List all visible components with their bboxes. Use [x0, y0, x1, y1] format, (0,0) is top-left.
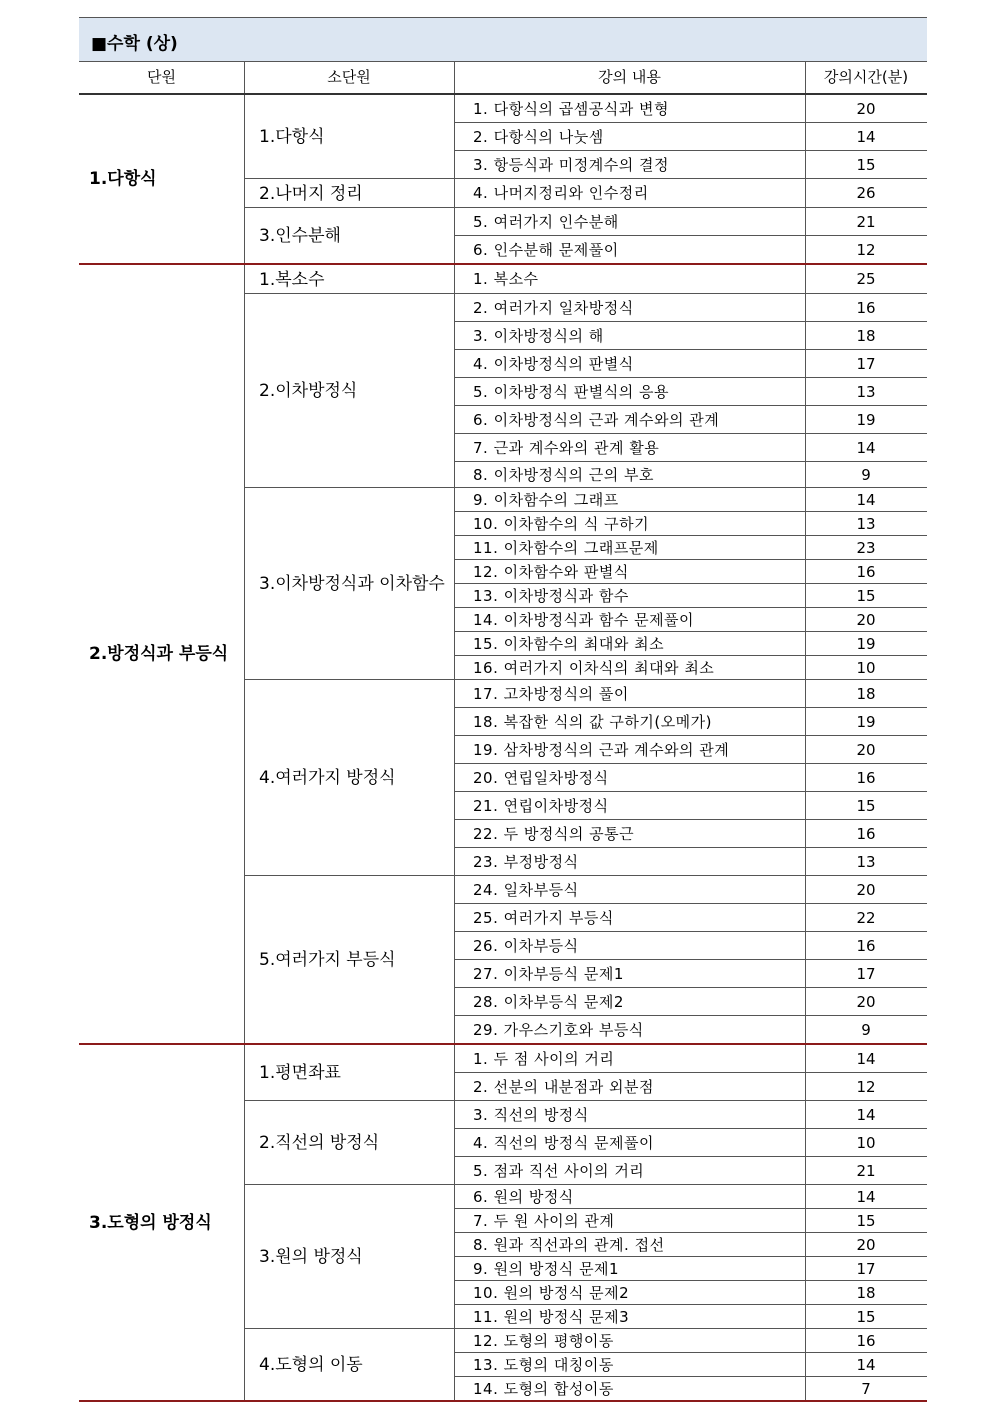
lecture-minutes-text: 12 [856, 1077, 876, 1096]
lecture-title-text: 1. 두 점 사이의 거리 [473, 1049, 615, 1068]
lecture-title [454, 123, 805, 151]
lecture-minutes-text: 17 [856, 354, 876, 373]
lecture-title [454, 1305, 805, 1329]
lecture-title-text: 12. 이차함수와 판별식 [473, 562, 629, 581]
subunit-name [244, 1185, 454, 1329]
subunit-name [244, 294, 454, 488]
lecture-minutes-text: 14 [856, 127, 876, 146]
lecture-title [454, 1209, 805, 1233]
lecture-minutes-text: 10 [856, 1133, 876, 1152]
subunit-name-text: 5.여러가지 부등식 [259, 950, 396, 970]
header-col-rule [244, 62, 245, 93]
unit-name [79, 95, 244, 264]
lecture-title [454, 680, 805, 708]
header-subunit-text: 소단원 [327, 68, 371, 86]
lecture-title [454, 792, 805, 820]
subunit-name [244, 1329, 454, 1401]
lecture-title [454, 848, 805, 876]
lecture-minutes-text: 13 [856, 514, 876, 533]
table-bottom-rule [79, 1400, 927, 1402]
lecture-minutes-text: 20 [856, 1235, 876, 1254]
lecture-title [454, 95, 805, 123]
lecture-title-text: 7. 근과 계수와의 관계 활용 [473, 438, 660, 457]
lecture-title [454, 208, 805, 236]
lecture-minutes [805, 378, 927, 406]
lecture-minutes-text: 22 [856, 908, 876, 927]
lecture-minutes [805, 512, 927, 536]
subunit-name-text: 2.나머지 정리 [259, 183, 363, 204]
lecture-minutes-text: 18 [856, 1283, 876, 1302]
header-top-rule [79, 61, 927, 62]
lecture-title [454, 1353, 805, 1377]
lecture-title-text: 6. 인수분해 문제풀이 [473, 240, 619, 259]
lecture-title [454, 820, 805, 848]
lecture-minutes [805, 632, 927, 656]
lecture-minutes [805, 1185, 927, 1209]
subunit-name [244, 1101, 454, 1185]
lecture-title [454, 1045, 805, 1073]
lecture-minutes [805, 322, 927, 350]
lecture-minutes [805, 1016, 927, 1044]
lecture-title [454, 1233, 805, 1257]
lecture-minutes [805, 294, 927, 322]
col-rule [805, 1045, 806, 1401]
lecture-minutes-text: 7 [861, 1379, 871, 1398]
col-rule [244, 95, 245, 264]
lecture-minutes-text: 20 [856, 610, 876, 629]
lecture-minutes [805, 1353, 927, 1377]
lecture-title-text: 17. 고차방정식의 풀이 [473, 684, 629, 703]
lecture-minutes [805, 406, 927, 434]
lecture-title-text: 16. 여러가지 이차식의 최대와 최소 [473, 658, 715, 677]
lecture-title [454, 1016, 805, 1044]
lecture-minutes-text: 19 [856, 634, 876, 653]
lecture-minutes [805, 1101, 927, 1129]
lecture-minutes-text: 23 [856, 538, 876, 557]
unit-name-text: 2.방정식과 부등식 [89, 644, 229, 664]
lecture-title-text: 14. 도형의 합성이동 [473, 1379, 614, 1398]
lecture-minutes [805, 792, 927, 820]
lecture-minutes [805, 462, 927, 488]
lecture-minutes [805, 265, 927, 294]
lecture-title [454, 656, 805, 680]
lecture-minutes-text: 20 [856, 992, 876, 1011]
lecture-minutes-text: 9 [861, 1020, 871, 1039]
subunit-name-text: 1.평면좌표 [259, 1063, 341, 1083]
lecture-title [454, 1377, 805, 1401]
unit-name [79, 1045, 244, 1401]
lecture-title [454, 960, 805, 988]
lecture-minutes [805, 1257, 927, 1281]
lecture-title-text: 7. 두 원 사이의 관계 [473, 1211, 615, 1230]
lecture-title [454, 608, 805, 632]
lecture-minutes-text: 13 [856, 382, 876, 401]
lecture-title-text: 4. 나머지정리와 인수정리 [473, 184, 649, 202]
lecture-minutes [805, 1045, 927, 1073]
col-rule [454, 1045, 455, 1401]
subunit-name-text: 3.인수분해 [259, 226, 341, 246]
col-rule [454, 95, 455, 264]
lecture-title [454, 512, 805, 536]
lecture-minutes [805, 932, 927, 960]
lecture-title [454, 265, 805, 294]
lecture-title [454, 378, 805, 406]
lecture-title-text: 4. 이차방정식의 판별식 [473, 354, 634, 373]
lecture-minutes-text: 15 [856, 1307, 876, 1326]
lecture-minutes [805, 1209, 927, 1233]
lecture-minutes-text: 19 [856, 712, 876, 731]
lecture-minutes-text: 14 [856, 1049, 876, 1068]
lecture-title [454, 322, 805, 350]
lecture-title-text: 19. 삼차방정식의 근과 계수와의 관계 [473, 740, 730, 759]
lecture-minutes [805, 680, 927, 708]
unit-name-text: 3.도형의 방정식 [89, 1212, 212, 1233]
lecture-title [454, 632, 805, 656]
subunit-name-text: 2.이차방정식 [259, 381, 358, 401]
lecture-title [454, 1073, 805, 1101]
lecture-minutes-text: 15 [856, 1211, 876, 1230]
lecture-minutes [805, 1233, 927, 1257]
lecture-title-text: 18. 복잡한 식의 값 구하기(오메가) [473, 712, 713, 731]
lecture-minutes-text: 14 [856, 1105, 876, 1124]
lecture-minutes-text: 13 [856, 852, 876, 871]
lecture-minutes-text: 15 [856, 796, 876, 815]
lecture-title [454, 1329, 805, 1353]
lecture-minutes [805, 1281, 927, 1305]
lecture-minutes-text: 16 [856, 562, 876, 581]
lecture-title-text: 15. 이차함수의 최대와 최소 [473, 634, 665, 653]
lecture-minutes [805, 350, 927, 378]
lecture-title-text: 3. 직선의 방정식 [473, 1105, 589, 1124]
lecture-minutes [805, 488, 927, 512]
lecture-minutes-text: 19 [856, 410, 876, 429]
lecture-minutes-text: 9 [861, 465, 871, 484]
lecture-title [454, 488, 805, 512]
lecture-minutes [805, 1129, 927, 1157]
lecture-title-text: 1. 복소수 [473, 270, 539, 288]
lecture-minutes [805, 434, 927, 462]
lecture-minutes [805, 584, 927, 608]
lecture-title [454, 708, 805, 736]
lecture-minutes-text: 16 [856, 1331, 876, 1350]
lecture-title-text: 4. 직선의 방정식 문제풀이 [473, 1133, 655, 1152]
lecture-minutes [805, 656, 927, 680]
lecture-title [454, 1157, 805, 1185]
header-subunit [244, 62, 454, 93]
lecture-minutes [805, 904, 927, 932]
subunit-name [244, 1045, 454, 1101]
lecture-minutes-text: 21 [856, 212, 876, 231]
lecture-minutes [805, 1305, 927, 1329]
lecture-title-text: 20. 연립일차방정식 [473, 768, 609, 787]
lecture-title-text: 2. 여러가지 일차방정식 [473, 298, 634, 317]
lecture-title-text: 3. 항등식과 미정계수의 결정 [473, 155, 670, 174]
lecture-title-text: 12. 도형의 평행이동 [473, 1331, 614, 1350]
lecture-minutes-text: 10 [856, 658, 876, 677]
subunit-name-text: 3.이차방정식과 이차함수 [259, 574, 445, 594]
header-lecture-text: 강의 내용 [598, 68, 661, 86]
lecture-minutes [805, 1073, 927, 1101]
lecture-title-text: 27. 이차부등식 문제1 [473, 964, 624, 983]
lecture-title [454, 350, 805, 378]
lecture-title [454, 584, 805, 608]
lecture-title [454, 1185, 805, 1209]
subunit-name [244, 680, 454, 876]
lecture-title-text: 8. 이차방정식의 근의 부호 [473, 465, 655, 484]
header-lecture [454, 62, 805, 93]
subunit-name-text: 1.다항식 [259, 127, 325, 147]
lecture-title-text: 2. 다항식의 나눗셈 [473, 127, 604, 146]
lecture-minutes-text: 20 [856, 740, 876, 759]
subunit-name-text: 2.직선의 방정식 [259, 1133, 380, 1153]
subunit-name-text: 4.도형의 이동 [259, 1355, 363, 1375]
lecture-minutes [805, 708, 927, 736]
col-rule [805, 265, 806, 1044]
subunit-name [244, 265, 454, 294]
lecture-title [454, 179, 805, 208]
lecture-minutes-text: 16 [856, 768, 876, 787]
lecture-title [454, 1257, 805, 1281]
header-col-rule [454, 62, 455, 93]
lecture-title [454, 764, 805, 792]
lecture-title-text: 5. 여러가지 인수분해 [473, 212, 619, 231]
subunit-name-text: 4.여러가지 방정식 [259, 768, 396, 788]
subunit-name-text: 1.복소수 [259, 269, 325, 290]
lecture-minutes [805, 736, 927, 764]
lecture-title [454, 560, 805, 584]
lecture-title-text: 14. 이차방정식과 함수 문제풀이 [473, 610, 695, 629]
lecture-title-text: 1. 다항식의 곱셈공식과 변형 [473, 99, 670, 118]
lecture-minutes-text: 16 [856, 298, 876, 317]
lecture-minutes [805, 1157, 927, 1185]
lecture-title [454, 1281, 805, 1305]
lecture-minutes-text: 20 [856, 880, 876, 899]
lecture-title-text: 2. 선분의 내분점과 외분점 [473, 1077, 655, 1096]
lecture-title-text: 8. 원과 직선과의 관계. 접선 [473, 1235, 665, 1254]
lecture-title-text: 24. 일차부등식 [473, 880, 579, 899]
col-rule [244, 1045, 245, 1401]
lecture-title [454, 1101, 805, 1129]
lecture-title-text: 10. 이차함수의 식 구하기 [473, 514, 650, 533]
lecture-minutes [805, 848, 927, 876]
lecture-minutes [805, 820, 927, 848]
lecture-minutes [805, 95, 927, 123]
lecture-title-text: 13. 이차방정식과 함수 [473, 586, 629, 605]
unit-name [79, 265, 244, 1044]
lecture-minutes-text: 14 [856, 438, 876, 457]
lecture-minutes [805, 764, 927, 792]
lecture-title-text: 9. 이차함수의 그래프 [473, 490, 619, 509]
header-unit-text: 단원 [147, 68, 176, 86]
lecture-title-text: 6. 원의 방정식 [473, 1187, 574, 1206]
lecture-minutes-text: 17 [856, 1259, 876, 1278]
unit-name-text: 1.다항식 [89, 169, 157, 189]
lecture-minutes-text: 14 [856, 1355, 876, 1374]
lecture-minutes [805, 179, 927, 208]
lecture-minutes [805, 608, 927, 632]
lecture-minutes [805, 1377, 927, 1401]
lecture-minutes-text: 18 [856, 684, 876, 703]
lecture-title [454, 1129, 805, 1157]
col-rule [454, 265, 455, 1044]
lecture-minutes-text: 20 [856, 99, 876, 118]
lecture-title [454, 406, 805, 434]
lecture-minutes [805, 123, 927, 151]
subunit-name [244, 179, 454, 208]
lecture-title-text: 26. 이차부등식 [473, 936, 579, 955]
lecture-minutes-text: 16 [856, 824, 876, 843]
lecture-title-text: 9. 원의 방정식 문제1 [473, 1259, 620, 1278]
lecture-minutes [805, 236, 927, 264]
lecture-minutes [805, 988, 927, 1016]
lecture-minutes [805, 1329, 927, 1353]
header-unit [79, 62, 244, 93]
lecture-title-text: 10. 원의 방정식 문제2 [473, 1283, 630, 1302]
col-rule [805, 95, 806, 264]
lecture-title-text: 5. 이차방정식 판별식의 응용 [473, 382, 670, 401]
lecture-title [454, 988, 805, 1016]
lecture-minutes-text: 15 [856, 586, 876, 605]
lecture-title [454, 236, 805, 264]
lecture-title-text: 3. 이차방정식의 해 [473, 326, 604, 345]
header-col-rule [805, 62, 806, 93]
lecture-title-text: 13. 도형의 대칭이동 [473, 1355, 614, 1374]
subunit-name [244, 95, 454, 179]
lecture-minutes-text: 26 [856, 184, 876, 202]
lecture-title-text: 11. 원의 방정식 문제3 [473, 1307, 630, 1326]
lecture-title [454, 876, 805, 904]
lecture-minutes-text: 17 [856, 964, 876, 983]
lecture-minutes-text: 18 [856, 326, 876, 345]
lecture-title-text: 11. 이차함수의 그래프문제 [473, 538, 659, 557]
lecture-title-text: 23. 부정방정식 [473, 852, 579, 871]
table-title: ■수학 (상) [91, 34, 178, 54]
header-minutes [805, 62, 927, 93]
lecture-minutes [805, 208, 927, 236]
lecture-minutes [805, 960, 927, 988]
lecture-title [454, 434, 805, 462]
lecture-minutes [805, 536, 927, 560]
lecture-title [454, 536, 805, 560]
subunit-name [244, 208, 454, 264]
subunit-name [244, 876, 454, 1044]
lecture-minutes-text: 25 [856, 270, 876, 288]
lecture-minutes-text: 14 [856, 1187, 876, 1206]
lecture-minutes [805, 151, 927, 179]
subunit-name-text: 3.원의 방정식 [259, 1247, 363, 1267]
lecture-minutes-text: 16 [856, 936, 876, 955]
header-minutes-text: 강의시간(분) [823, 68, 909, 86]
lecture-minutes-text: 21 [856, 1161, 876, 1180]
lecture-minutes-text: 15 [856, 155, 876, 174]
subunit-name [244, 488, 454, 680]
lecture-title-text: 5. 점과 직선 사이의 거리 [473, 1161, 645, 1180]
lecture-title-text: 21. 연립이차방정식 [473, 796, 609, 815]
lecture-minutes-text: 12 [856, 240, 876, 259]
lecture-title-text: 25. 여러가지 부등식 [473, 908, 614, 927]
lecture-title-text: 22. 두 방정식의 공통근 [473, 824, 635, 843]
lecture-minutes [805, 560, 927, 584]
col-rule [244, 265, 245, 1044]
lecture-title [454, 904, 805, 932]
lecture-title [454, 151, 805, 179]
lecture-minutes-text: 14 [856, 490, 876, 509]
lecture-title [454, 736, 805, 764]
lecture-minutes [805, 876, 927, 904]
lecture-title [454, 294, 805, 322]
lecture-title-text: 28. 이차부등식 문제2 [473, 992, 624, 1011]
lecture-title-text: 6. 이차방정식의 근과 계수와의 관계 [473, 410, 720, 429]
lecture-title [454, 932, 805, 960]
lecture-title [454, 462, 805, 488]
lecture-title-text: 29. 가우스기호와 부등식 [473, 1020, 644, 1039]
